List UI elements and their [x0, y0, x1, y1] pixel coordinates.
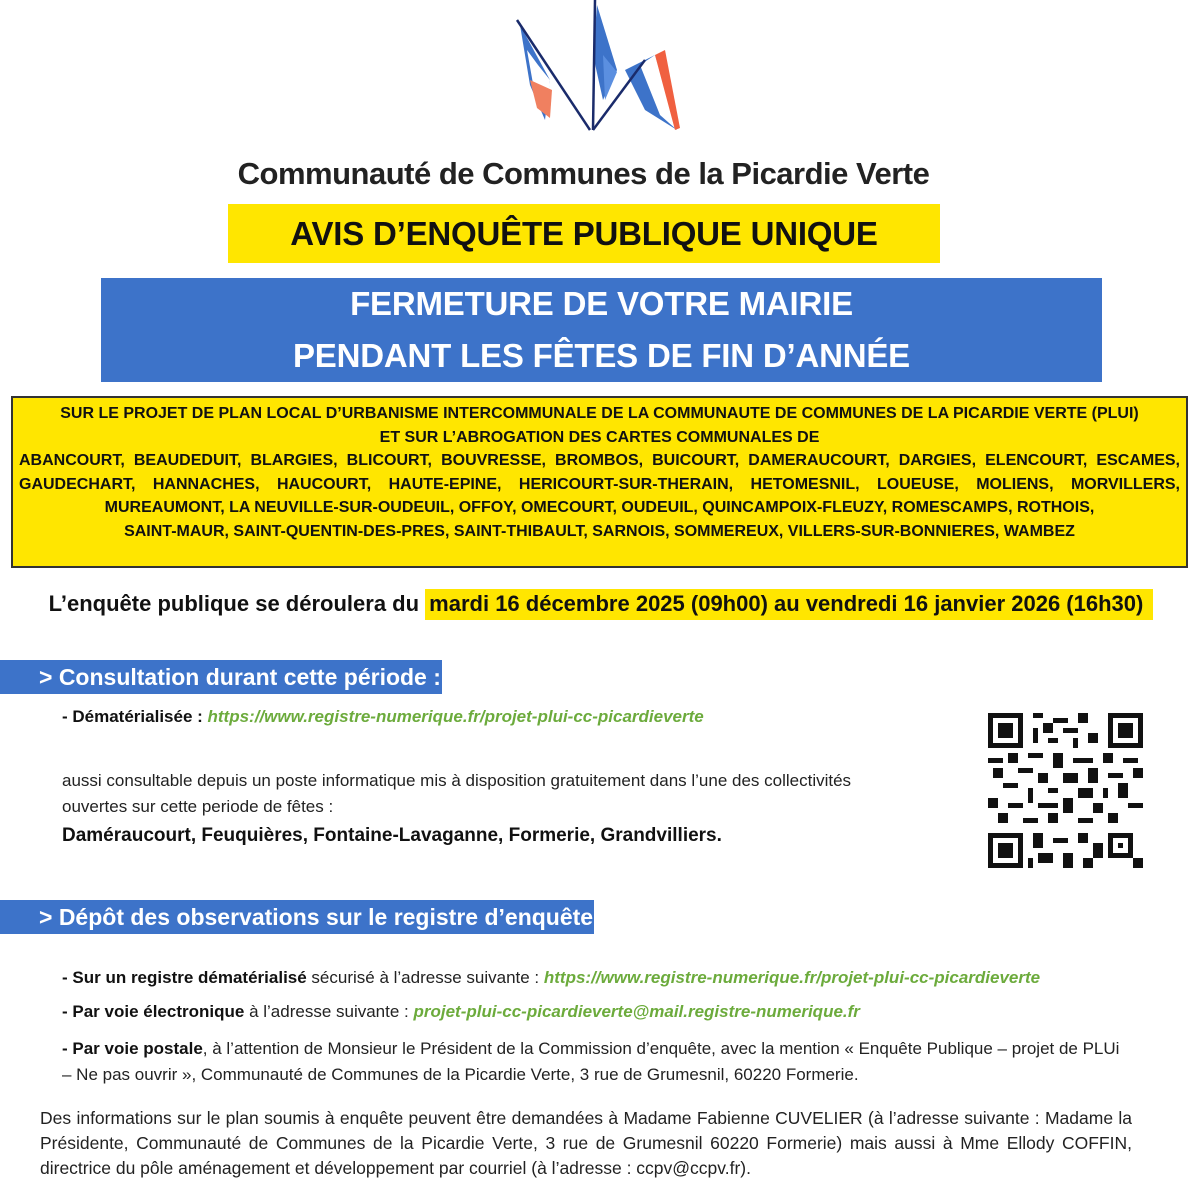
also-consultable [62, 768, 851, 820]
postal-line [62, 1036, 1142, 1088]
organization-title: Communauté de Communes de la Picardie Verte [237, 156, 930, 191]
consultation-link[interactable]: https://www.registre-numerique.fr/projet-plui-cc-picardieverte [207, 707, 704, 726]
also-line-1: aussi consultable depuis un poste informatique mis à disposition gratuitement dans l’une des collectivités [62, 771, 852, 790]
postal-text-2: – Ne pas ouvrir », Communauté de Communes de la Picardie Verte, 3 rue de Grumesnil, 60220 Formerie. [62, 1065, 859, 1084]
inquiry-dates [0, 591, 1202, 617]
project-line-2: ET SUR L’ABROGATION DES CARTES COMMUNALES DE [379, 428, 820, 446]
registry-line [62, 968, 1040, 988]
qr-code-icon[interactable] [988, 713, 1143, 868]
dematerialized-label: - Dématérialisée : [62, 707, 208, 726]
closure-line-2: PENDANT LES FÊTES DE FIN D’ANNÉE [293, 337, 910, 374]
places-list: Daméraucourt, Feuquières, Fontaine-Lavaganne, Formerie, Grandvilliers. [62, 825, 722, 846]
email-label: - Par voie électronique [62, 1002, 245, 1021]
consultation-heading: > Consultation durant cette période : [0, 660, 442, 694]
notice-title-banner [228, 204, 940, 263]
project-box [11, 396, 1188, 568]
dates-intro: L’enquête publique se déroulera du [48, 591, 426, 616]
deposit-heading: > Dépôt des observations sur le registre d’enquête : [0, 900, 594, 934]
email-text: à l’adresse suivante : [244, 1002, 414, 1021]
dematerialized-line [62, 707, 704, 727]
email-line [62, 1002, 860, 1022]
notice-title: AVIS D’ENQUÊTE PUBLIQUE UNIQUE [290, 214, 878, 252]
communes-line-1: ABANCOURT, BEAUDEDUIT, BLARGIES, BLICOURT, BOUVRESSE, BROMBOS, BUICOURT, DAMERAUCOURT, DARGIES, ELENCOURT, ESCAMES, [19, 452, 1180, 469]
registry-text: sécurisé à l’adresse suivante : [306, 968, 544, 987]
info-paragraph: Des informations sur le plan soumis à enquête peuvent être demandées à Madame Fabienne CUVELIER (à l’adresse suivante : Madame la Présidente, Communauté de Communes de la Picardie Verte, 3 rue de Grumesnil 60220 Formerie) mais aussi à Mme Ellody COFFIN, directrice du pôle aménagement et développement par courriel (à l’adresse : ccpv@ccpv.fr). [40, 1108, 1132, 1178]
project-line-1: SUR LE PROJET DE PLAN LOCAL D’URBANISME INTERCOMMUNALE DE LA COMMUNAUTE DE COMMUNES DE LA PICARDIE VERTE (PLUI) [60, 405, 1139, 422]
postal-label: - Par voie postale [62, 1039, 203, 1058]
closure-banner [101, 278, 1102, 382]
dates-period: mardi 16 décembre 2025 (09h00) au vendredi 16 janvier 2026 (16h30) [425, 589, 1153, 620]
communes-line-3: MUREAUMONT, LA NEUVILLE-SUR-OUDEUIL, OFFOY, OMECOURT, OUDEUIL, QUINCAMPOIX-FLEUZY, ROMESCAMPS, ROTHOIS, [104, 499, 1095, 516]
registry-label: - Sur un registre dématérialisé [62, 968, 307, 987]
postal-text-1: , à l’attention de Monsieur le Président de la Commission d’enquête, avec la mention « Enquête Publique – projet de PLUi [202, 1039, 1120, 1058]
registry-link[interactable]: https://www.registre-numerique.fr/projet-plui-cc-picardieverte [543, 968, 1041, 987]
email-link[interactable]: projet-plui-cc-picardieverte@mail.registre-numerique.fr [413, 1002, 860, 1021]
closure-line-1: FERMETURE DE VOTRE MAIRIE [350, 285, 853, 322]
communes-line-2: GAUDECHART, HANNACHES, HAUCOURT, HAUTE-EPINE, HERICOURT-SUR-THERAIN, HETOMESNIL, LOUEUSE, MOLIENS, MORVILLERS, [19, 475, 1180, 493]
flags-logo-icon [505, 0, 695, 140]
communes-line-4: SAINT-MAUR, SAINT-QUENTIN-DES-PRES, SAINT-THIBAULT, SARNOIS, SOMMEREUX, VILLERS-SUR-BONNIERES, WAMBEZ [124, 522, 1075, 540]
also-line-2: ouvertes sur cette periode de fêtes : [62, 797, 334, 816]
